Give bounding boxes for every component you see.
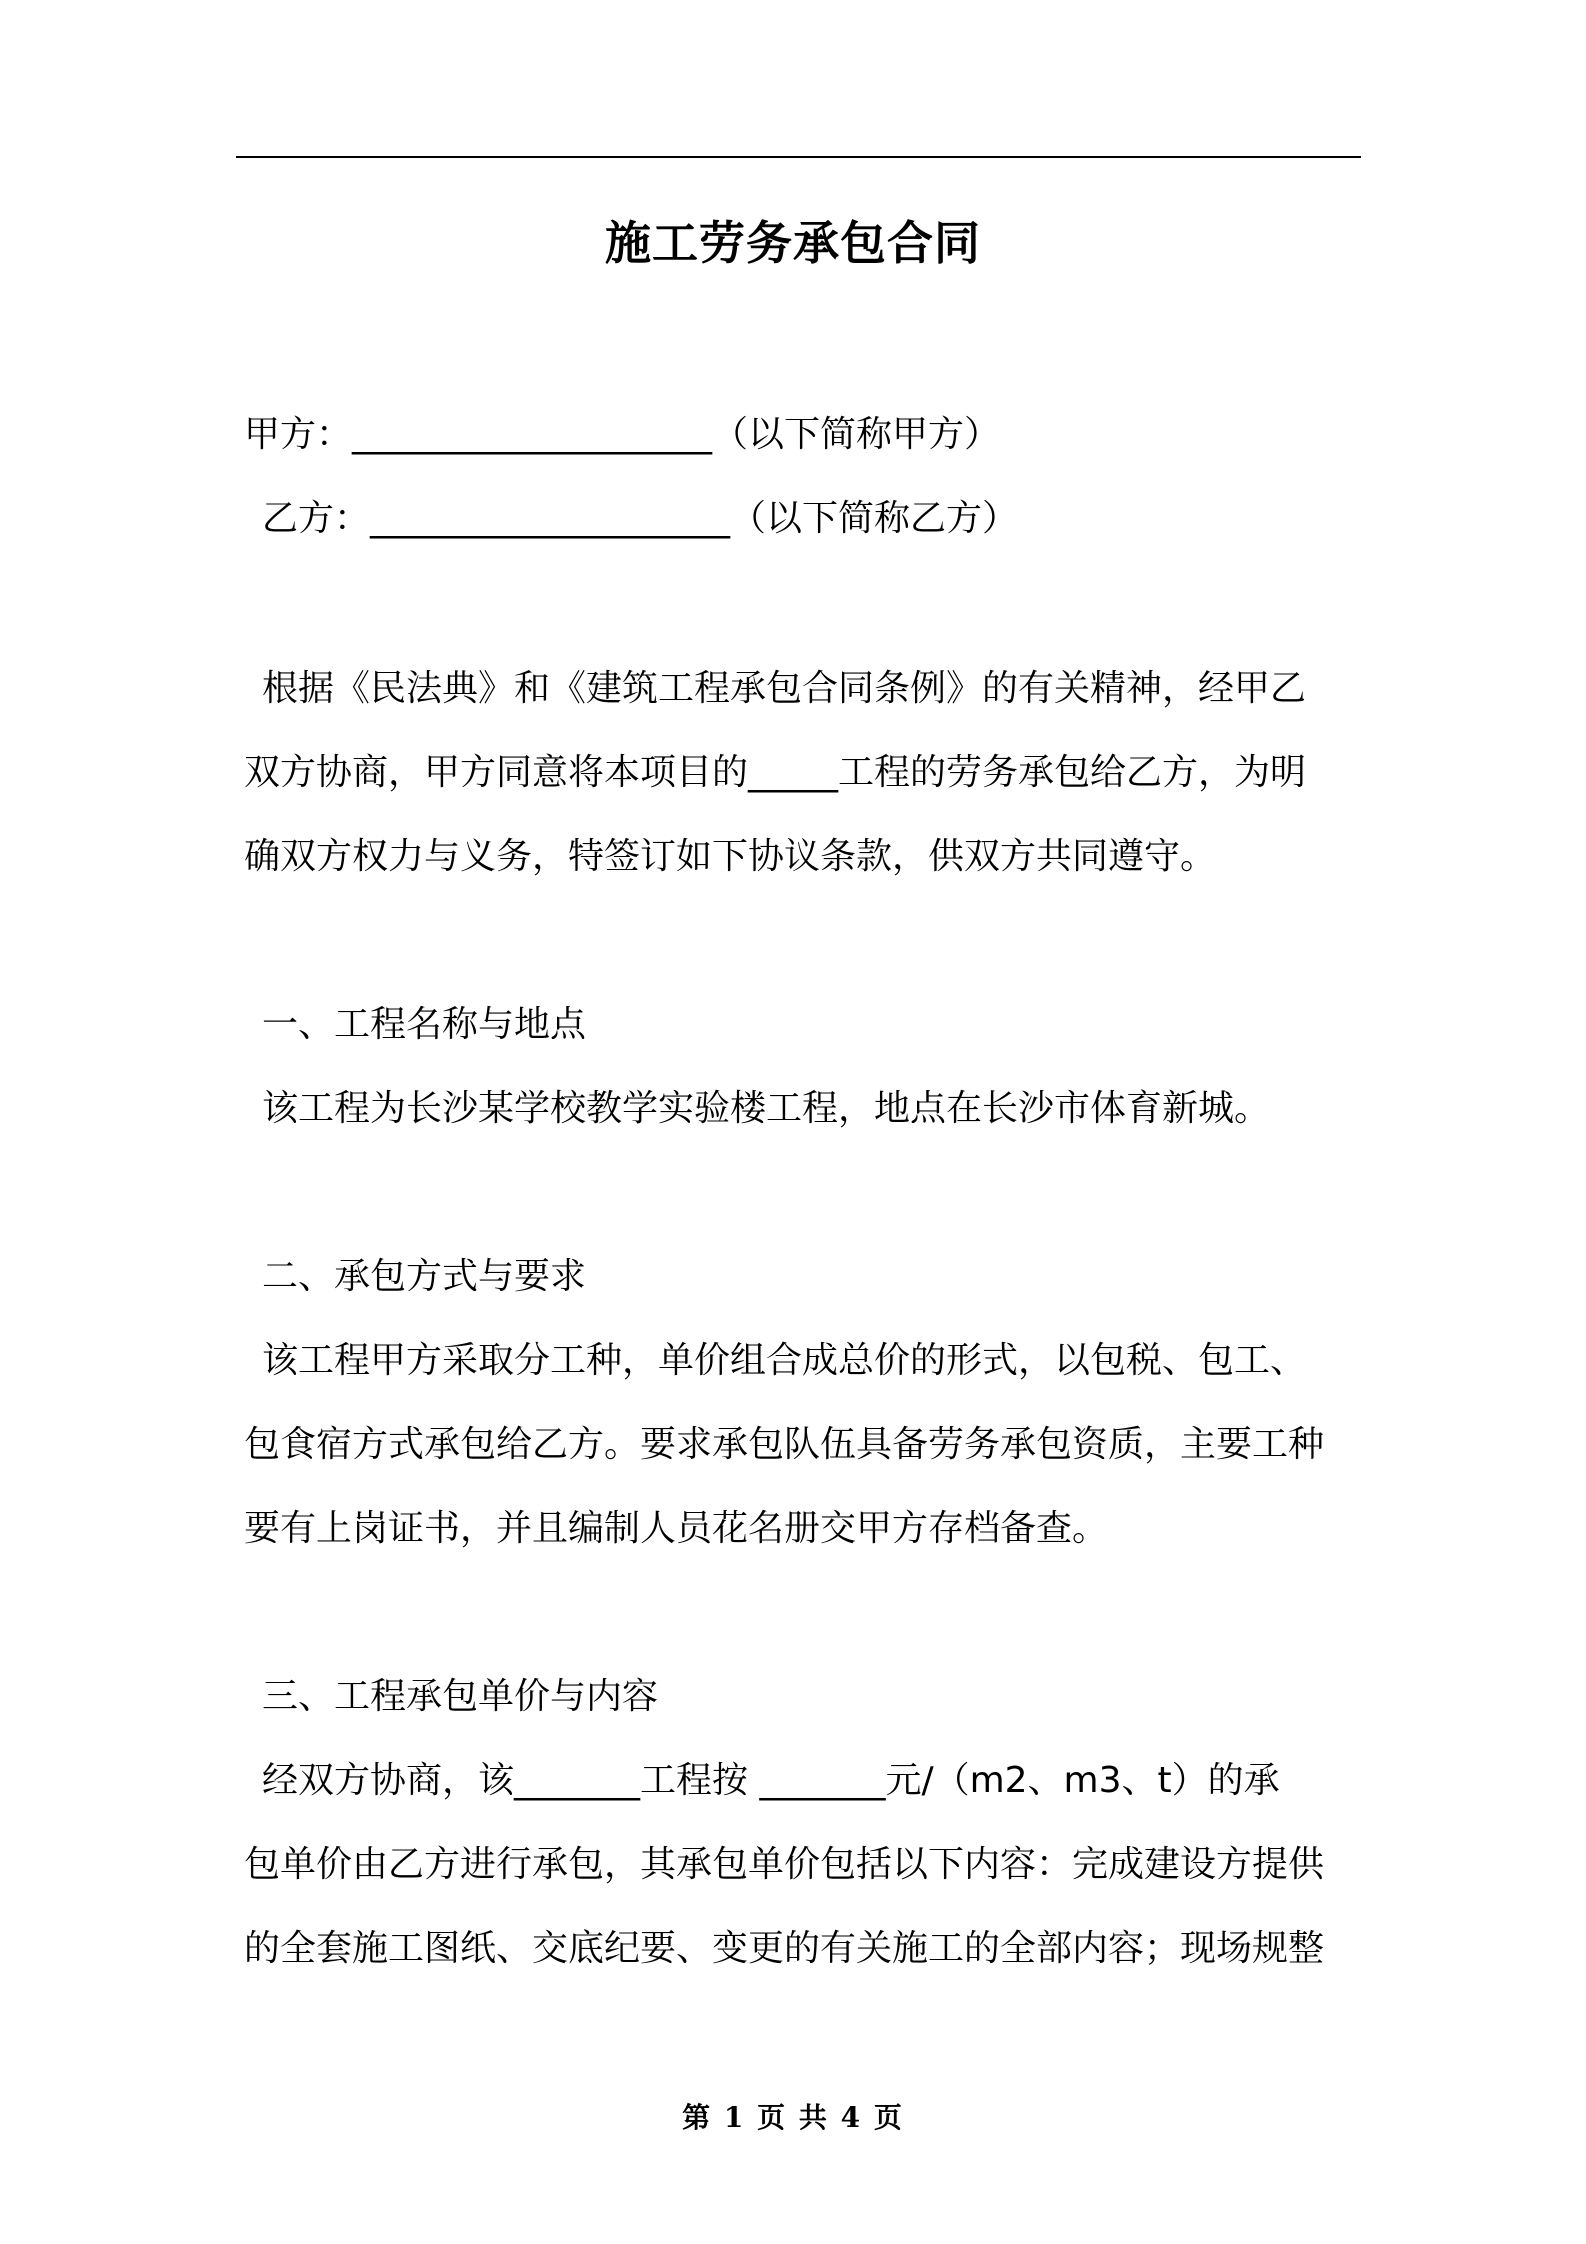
section-text: 包食宿方式承包给乙方。要求承包队伍具备劳务承包资质，主要工种 [244,1424,1325,1465]
section-text: 该工程为长沙某学校教学实验楼工程，地点在长沙市体育新城。 [262,1088,1271,1129]
document-title: 施工劳务承包合同 [605,216,981,270]
section-heading: 一、工程名称与地点 [262,1004,587,1045]
page-number-footer: 第 1 页 共 4 页 [682,2101,904,2134]
preamble-line: 双方协商，甲方同意将本项目的_____工程的劳务承包给乙方，为明 [244,752,1307,793]
section-text: 包单价由乙方进行承包，其承包单价包括以下内容：完成建设方提供 [244,1844,1325,1885]
section-text: 要有上岗证书，并且编制人员花名册交甲方存档备查。 [244,1508,1109,1549]
section-text: 该工程甲方采取分工种，单价组合成总价的形式，以包税、包工、 [262,1340,1307,1381]
section-text: 的全套施工图纸、交底纪要、变更的有关施工的全部内容；现场规整 [244,1928,1325,1969]
party-b-line: 乙方：____________________（以下简称乙方） [262,498,1019,539]
section-heading: 三、工程承包单价与内容 [262,1676,659,1717]
preamble-line: 确双方权力与义务，特签订如下协议条款，供双方共同遵守。 [244,836,1217,877]
section-heading: 二、承包方式与要求 [262,1256,587,1297]
party-a-line: 甲方：____________________（以下简称甲方） [244,414,1001,455]
preamble-line: 根据《民法典》和《建筑工程承包合同条例》的有关精神，经甲乙 [262,668,1307,709]
section-text: 经双方协商，该_______工程按 _______元/（m2、m3、t）的承 [262,1760,1280,1801]
header-rule [236,156,1361,158]
